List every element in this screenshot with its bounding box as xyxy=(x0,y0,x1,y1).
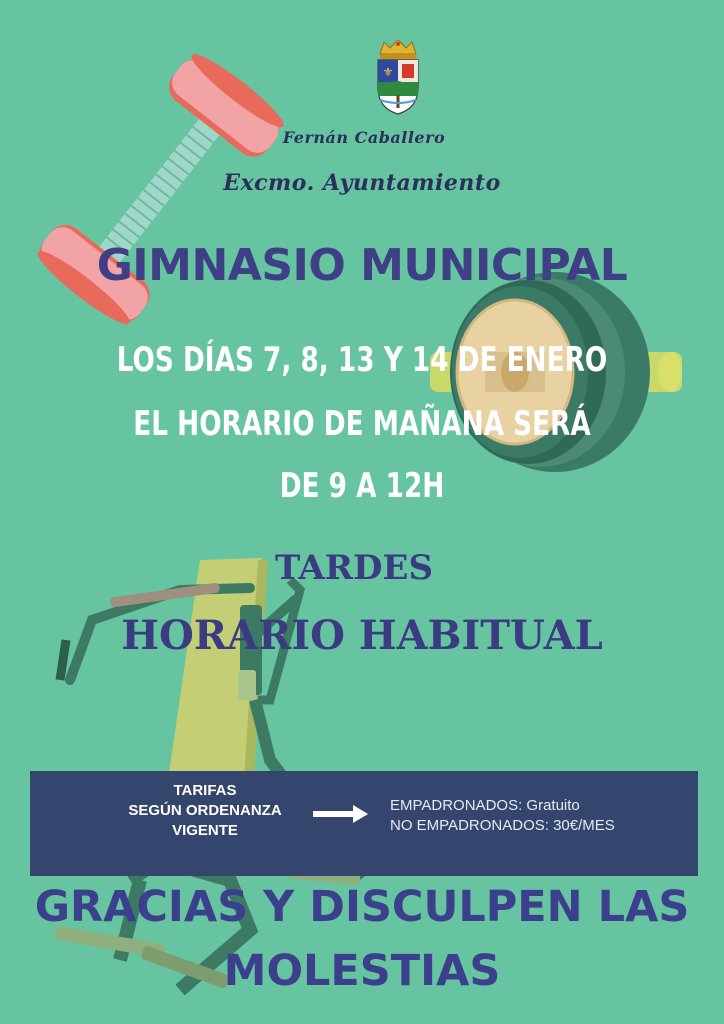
right-arrow-icon xyxy=(313,804,369,828)
notice-line-1: LOS DÍAS 7, 8, 13 Y 14 DE ENERO xyxy=(116,340,608,380)
town-name: Fernán Caballero xyxy=(282,128,446,147)
tarifas-label xyxy=(110,781,300,841)
price-residents: EMPADRONADOS: Gratuito xyxy=(390,797,580,814)
notice-line-2: EL HORARIO DE MAÑANA SERÁ xyxy=(133,404,591,444)
closing-line-2: MOLESTIAS xyxy=(223,946,501,996)
tarifas-prices xyxy=(390,796,615,836)
afternoon-value: HORARIO HABITUAL xyxy=(121,612,603,659)
tarifas-box xyxy=(30,771,698,876)
svg-text:⚜: ⚜ xyxy=(382,65,394,79)
notice-line-3: DE 9 A 12H xyxy=(279,466,445,506)
price-non-residents: NO EMPADRONADOS: 30€/MES xyxy=(390,817,615,834)
page-title: GIMNASIO MUNICIPAL xyxy=(96,240,628,291)
council-name: Excmo. Ayuntamiento xyxy=(223,170,501,196)
afternoon-label: TARDES xyxy=(274,548,434,588)
tarifas-line: SEGÚN ORDENANZA xyxy=(128,802,282,819)
coat-of-arms-icon xyxy=(372,38,424,118)
closing-line-1: GRACIAS Y DISCULPEN LAS xyxy=(34,882,690,932)
tarifas-line: TARIFAS xyxy=(173,782,237,799)
tarifas-line: VIGENTE xyxy=(172,822,238,839)
